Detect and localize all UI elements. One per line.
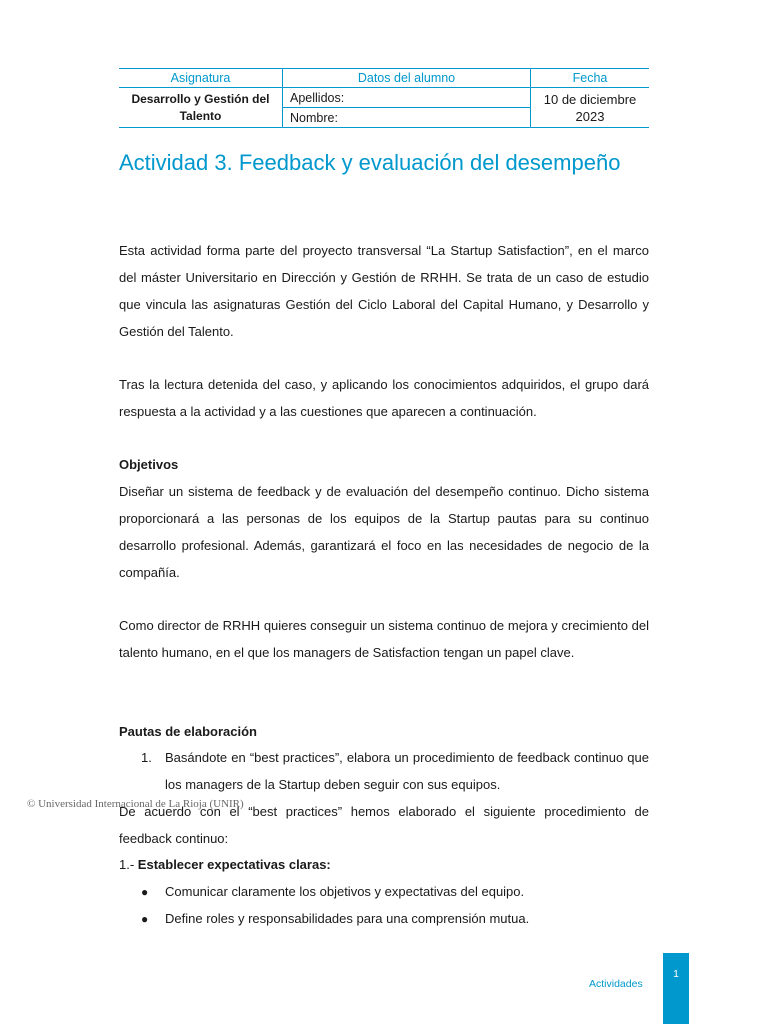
step-1-heading: Establecer expectativas claras: xyxy=(137,857,331,872)
bullet-item-1 xyxy=(141,879,524,905)
asignatura-value: Desarrollo y Gestión del Talento xyxy=(119,88,283,128)
fecha-value: 10 de diciembre 2023 xyxy=(531,88,650,128)
intro-paragraph: Esta actividad forma parte del proyecto transversal “La Startup Satisfaction”, en el marco del máster Universitario en Dirección y Gestión de RRHH. Se trata de un caso de estudio que vincula las asignaturas Gestión del Ciclo Laboral del Capital Humano, y Desarrollo y Gestión del Talento. xyxy=(119,243,649,339)
objectives-heading: Objetivos xyxy=(119,457,179,472)
page-title: Actividad 3. Feedback y evaluación del desempeño xyxy=(119,150,621,175)
nombre-field: Nombre: xyxy=(283,108,531,128)
header-asignatura: Asignatura xyxy=(119,69,283,88)
director-paragraph: Como director de RRHH quieres conseguir un sistema continuo de mejora y crecimiento del talento humano, en el que los managers de Satisfaction tengan un papel clave. xyxy=(119,618,649,660)
step-1 xyxy=(119,851,649,878)
step-1-number: 1.- xyxy=(119,857,135,872)
header-table xyxy=(119,68,649,128)
objectives-paragraph: Diseñar un sistema de feedback y de evaluación del desempeño continuo. Dicho sistema proporcionará a las personas de los equipos de la Startup pautas para su continuo desarrollo profesional. Además, garantizará el foco en las necesidades de negocio de la compañía. xyxy=(119,484,649,580)
guideline-item-1 xyxy=(141,745,649,798)
page-number-box xyxy=(663,953,689,1024)
copyright-watermark: © Universidad Internacional de La Rioja (UNIR) xyxy=(27,798,244,810)
guideline-number: 1. xyxy=(141,750,152,765)
apellidos-field: Apellidos: xyxy=(283,88,531,108)
guideline-text: Basándote en “best practices”, elabora un procedimiento de feedback continuo que los managers de la Startup deben seguir con sus equipos. xyxy=(165,750,649,792)
reading-paragraph: Tras la lectura detenida del caso, y aplicando los conocimientos adquiridos, el grupo dará respuesta a la actividad y a las cuestiones que aparecen a continuación. xyxy=(119,377,649,419)
footer-label: Actividades xyxy=(589,978,643,990)
answer-paragraph: De acuerdo con el “best practices” hemos elaborado el siguiente procedimiento de feedback continuo: xyxy=(119,804,649,846)
bullet-icon: ● xyxy=(141,885,149,899)
guidelines-heading: Pautas de elaboración xyxy=(119,724,257,739)
bullet-text: Define roles y responsabilidades para una comprensión mutua. xyxy=(165,911,530,926)
page-number: 1 xyxy=(673,968,679,980)
header-fecha: Fecha xyxy=(531,69,650,88)
header-datos-alumno: Datos del alumno xyxy=(283,69,531,88)
bullet-text: Comunicar claramente los objetivos y expectativas del equipo. xyxy=(165,884,525,899)
bullet-item-2 xyxy=(141,906,529,932)
bullet-icon: ● xyxy=(141,912,149,926)
